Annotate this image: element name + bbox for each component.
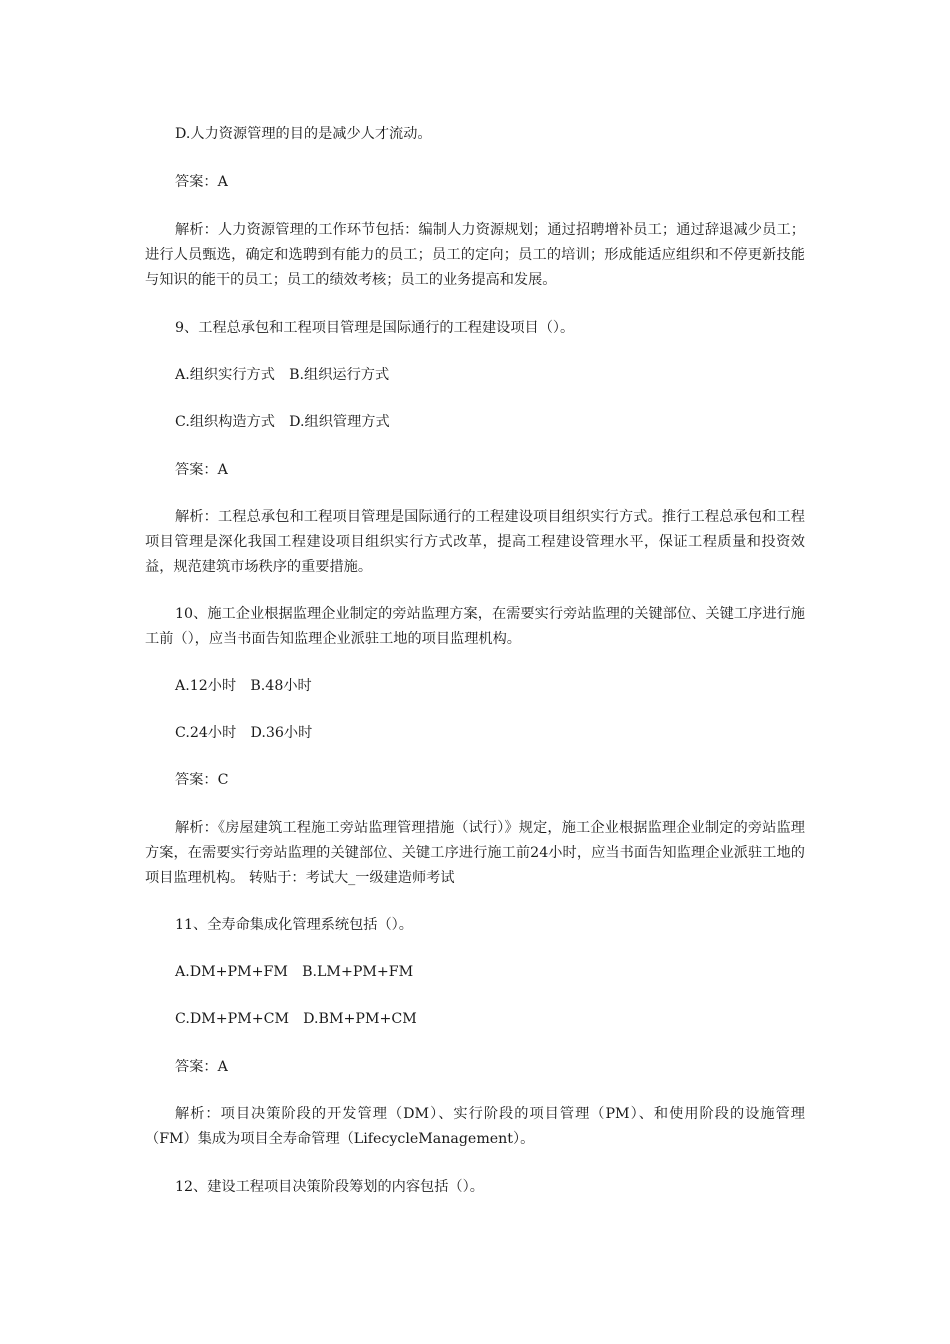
- explanation-q10: 解析：《房屋建筑工程施工旁站监理管理措施（试行）》规定，施工企业根据监理企业制定的旁站监理方案，在需要实行旁站监理的关键部位、关键工序进行施工前24小时，应当书面告知监理企业派驻工地的项目监理机构。 转贴于：考试大_一级建造师考试: [145, 820, 805, 886]
- options-ab-q10: A.12小时 B.48小时: [175, 678, 312, 694]
- question-10: 10、施工企业根据监理企业制定的旁站监理方案，在需要实行旁站监理的关键部位、关键工序进行施工前（），应当书面告知监理企业派驻工地的项目监理机构。: [145, 606, 805, 647]
- explanation-q8: 解析：人力资源管理的工作环节包括：编制人力资源规划；通过招聘增补员工；通过辞退减少员工；进行人员甄选，确定和选聘到有能力的员工；员工的定向；员工的培训；形成能适应组织和不停更新技能与知识的能干的员工；员工的绩效考核；员工的业务提高和发展。: [145, 222, 805, 288]
- question-12: 12、建设工程项目决策阶段筹划的内容包括（）。: [175, 1179, 484, 1195]
- answer-q9: 答案：A: [175, 462, 228, 478]
- question-11: 11、全寿命集成化管理系统包括（）。: [175, 917, 413, 933]
- options-ab-q9: A.组织实行方式 B.组织运行方式: [175, 367, 390, 383]
- explanation-q9: 解析：工程总承包和工程项目管理是国际通行的工程建设项目组织实行方式。推行工程总承包和工程项目管理是深化我国工程建设项目组织实行方式改革，提高工程建设管理水平，保证工程质量和投资效益，规范建筑市场秩序的重要措施。: [145, 509, 805, 575]
- options-cd-q11: C.DM+PM+CM D.BM+PM+CM: [175, 1011, 417, 1027]
- answer-q8: 答案：A: [175, 174, 228, 190]
- explanation-q11: 解析：项目决策阶段的开发管理（DM）、实行阶段的项目管理（PM）、和使用阶段的设施管理（FM）集成为项目全寿命管理（LifecycleManagement）。: [145, 1106, 805, 1147]
- question-9: 9、工程总承包和工程项目管理是国际通行的工程建设项目（）。: [175, 320, 575, 336]
- options-cd-q10: C.24小时 D.36小时: [175, 725, 313, 741]
- option-d-q8: D.人力资源管理的目的是减少人才流动。: [175, 126, 432, 142]
- answer-q10: 答案：C: [175, 772, 229, 788]
- options-ab-q11: A.DM+PM+FM B.LM+PM+FM: [175, 964, 414, 980]
- options-cd-q9: C.组织构造方式 D.组织管理方式: [175, 414, 390, 430]
- answer-q11: 答案：A: [175, 1059, 228, 1075]
